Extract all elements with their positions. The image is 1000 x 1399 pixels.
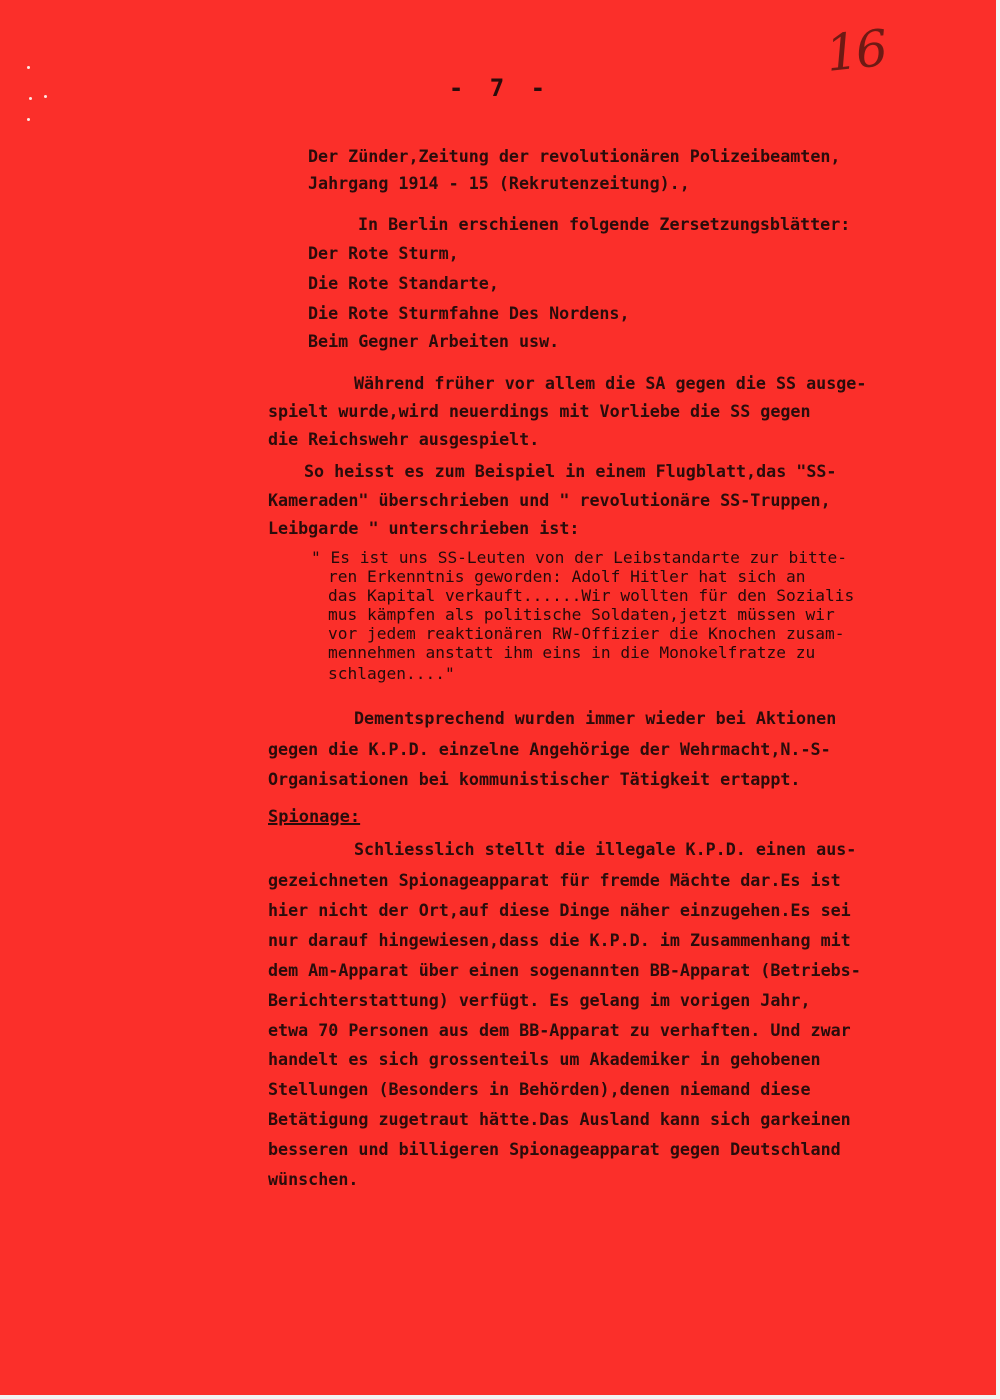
list-item: Die Rote Standarte, [308, 273, 499, 293]
text-line: besseren und billigeren Spionageapparat gegen Deutschland [268, 1139, 841, 1159]
text-line: Betätigung zugetraut hätte.Das Ausland kann sich garkeinen [268, 1109, 851, 1129]
text-line: In Berlin erschienen folgende Zersetzungsblätter: [358, 214, 851, 234]
text-line: Jahrgang 1914 - 15 (Rekrutenzeitung)., [308, 173, 690, 193]
text-line: handelt es sich grossenteils um Akademiker in gehobenen [268, 1049, 821, 1069]
text-line: gegen die K.P.D. einzelne Angehörige der Wehrmacht,N.-S- [268, 739, 831, 759]
text-line: Dementsprechend wurden immer wieder bei Aktionen [354, 708, 837, 728]
handwritten-archive-number: 16 [823, 19, 889, 83]
quote-line: schlagen...." [328, 664, 455, 683]
text-line: Leibgarde " unterschrieben ist: [268, 518, 580, 538]
quote-line: mus kämpfen als politische Soldaten,jetzt müssen wir [328, 605, 835, 624]
punch-hole-mark [44, 95, 47, 98]
text-line: Stellungen (Besonders in Behörden),denen niemand diese [268, 1079, 811, 1099]
text-line: dem Am-Apparat über einen sogenannten BB-Apparat (Betriebs- [268, 960, 861, 980]
quote-line: das Kapital verkauft......Wir wollten für den Sozialis [328, 586, 855, 605]
text-line: Während früher vor allem die SA gegen die SS ausge- [354, 373, 867, 393]
list-item: Die Rote Sturmfahne Des Nordens, [308, 303, 630, 323]
text-line: So heisst es zum Beispiel in einem Flugblatt,das "SS- [304, 461, 837, 481]
text-line: wünschen. [268, 1169, 359, 1189]
text-line: die Reichswehr ausgespielt. [268, 429, 540, 449]
quote-line: ren Erkenntnis geworden: Adolf Hitler hat sich an [328, 567, 806, 586]
list-item: Beim Gegner Arbeiten usw. [308, 331, 560, 351]
text-line: Berichterstattung) verfügt. Es gelang im vorigen Jahr, [268, 990, 811, 1010]
punch-hole-mark [27, 66, 30, 69]
text-line: Schliesslich stellt die illegale K.P.D. einen aus- [354, 839, 857, 859]
text-line: hier nicht der Ort,auf diese Dinge näher einzugehen.Es sei [268, 900, 851, 920]
text-line: Der Zünder,Zeitung der revolutionären Polizeibeamten, [308, 146, 841, 166]
section-heading: Spionage: [268, 807, 361, 827]
text-line: spielt wurde,wird neuerdings mit Vorliebe die SS gegen [268, 401, 811, 421]
quote-line: " Es ist uns SS-Leuten von der Leibstandarte zur bitte- [311, 548, 848, 567]
text-line: gezeichneten Spionageapparat für fremde Mächte dar.Es ist [268, 870, 841, 890]
quote-line: mennehmen anstatt ihm eins in die Monokelfratze zu [328, 643, 816, 662]
quote-line: vor jedem reaktionären RW-Offizier die Knochen zusam- [328, 624, 845, 643]
punch-hole-mark [29, 97, 32, 100]
text-line: Organisationen bei kommunistischer Tätigkeit ertappt. [268, 769, 801, 789]
text-line: etwa 70 Personen aus dem BB-Apparat zu verhaften. Und zwar [268, 1020, 851, 1040]
punch-hole-mark [27, 118, 30, 121]
list-item: Der Rote Sturm, [308, 243, 459, 263]
page-number: - 7 - [448, 74, 552, 102]
text-line: Kameraden" überschrieben und " revolutionäre SS-Truppen, [268, 490, 831, 510]
text-line: nur darauf hingewiesen,dass die K.P.D. im Zusammenhang mit [268, 930, 851, 950]
